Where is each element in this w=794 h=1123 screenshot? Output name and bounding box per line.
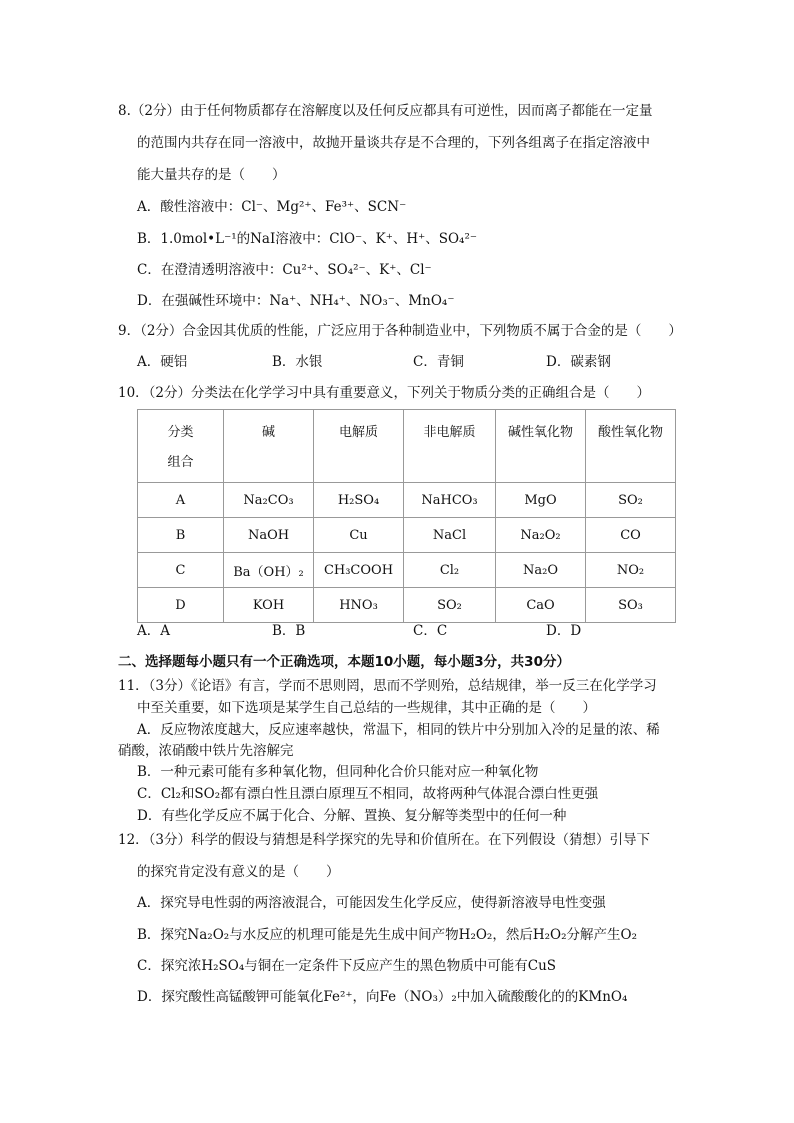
table-row: [138, 518, 676, 553]
q10-option-c: C．C: [413, 623, 448, 639]
q8-option-a: A．酸性溶液中：Cl⁻、Mg²⁺、Fe³⁺、SCN⁻: [137, 199, 407, 215]
table-cell: HNO₃: [314, 588, 404, 623]
table-cell: CH₃COOH: [314, 553, 404, 588]
q10-option-d: D．D: [546, 623, 582, 639]
table-cell: B: [138, 518, 224, 553]
header-electrolyte: 电解质: [314, 410, 404, 483]
section-heading: 二、选择题每小题只有一个正确选项，本题10小题，每小题3分，共30分）: [118, 654, 570, 670]
table-cell: Cl₂: [404, 553, 496, 588]
q11-option-d: D．有些化学反应不属于化合、分解、置换、复分解等类型中的任何一种: [137, 808, 567, 824]
table-row: [138, 483, 676, 518]
q8-stem-line2: 的范围内共存在同一溶液中，故抛开量谈共存是不合理的，下列各组离子在指定溶液中: [137, 135, 650, 151]
q11-stem-line2: 中至关重要，如下选项是某学生自己总结的一些规律，其中正确的是（ ）: [137, 700, 596, 716]
q8-option-b: B．1.0mol•L⁻¹的NaI溶液中：ClO⁻、K⁺、H⁺、SO₄²⁻: [137, 231, 478, 247]
q8-stem-line3: 能大量共存的是（ ）: [137, 167, 286, 183]
header-acidic-oxide: 酸性氧化物: [586, 410, 676, 483]
q12-option-d: D．探究酸性高锰酸钾可能氧化Fe²⁺，向Fe（NO₃）₂中加入硫酸酸化的的KMnO₄: [137, 989, 628, 1005]
table-cell: A: [138, 483, 224, 518]
q9-option-c: C．青铜: [413, 354, 464, 370]
header-base: 碱: [224, 410, 314, 483]
table-cell: Cu: [314, 518, 404, 553]
q12-option-c: C．探究浓H₂SO₄与铜在一定条件下反应产生的黑色物质中可能有CuS: [137, 958, 557, 974]
table-cell: D: [138, 588, 224, 623]
table-cell: Na₂O: [496, 553, 586, 588]
table-cell: NaHCO₃: [404, 483, 496, 518]
q11-option-b: B．一种元素可能有多种氧化物，但同种化合价只能对应一种氧化物: [137, 764, 539, 780]
q11-option-c: C．Cl₂和SO₂都有漂白性且漂白原理互不相同，故将两种气体混合漂白性更强: [137, 786, 599, 802]
q12-stem-line1: 12．（3分）科学的假设与猜想是科学探究的先导和价值所在。在下列假设（猜想）引导下: [118, 832, 651, 848]
q10-stem: 10．（2分）分类法在化学学习中具有重要意义，下列关于物质分类的正确组合是（ ）: [118, 385, 651, 401]
header-basic-oxide: 碱性氧化物: [496, 410, 586, 483]
q12-option-a: A．探究导电性弱的两溶液混合，可能因发生化学反应，使得新溶液导电性变强: [137, 895, 606, 911]
table-cell: NaCl: [404, 518, 496, 553]
q8-stem-line1: 8.（2分）由于任何物质都存在溶解度以及任何反应都具有可逆性，因而离子都能在一定量: [118, 103, 653, 119]
q12-stem-line2: 的探究肯定没有意义的是（ ）: [137, 864, 340, 880]
table-cell: Ba（OH）₂: [224, 553, 314, 588]
q11-stem-line1: 11．（3分）《论语》有言，学而不思则罔，思而不学则殆，总结规律，举一反三在化学学习: [118, 678, 657, 694]
table-cell: NaOH: [224, 518, 314, 553]
table-cell: SO₂: [404, 588, 496, 623]
q8-option-c: C．在澄清透明溶液中：Cu²⁺、SO₄²⁻、K⁺、Cl⁻: [137, 262, 432, 278]
table-cell: Na₂O₂: [496, 518, 586, 553]
header-nonelectrolyte: 非电解质: [404, 410, 496, 483]
q9-option-b: B．水银: [272, 354, 323, 370]
q10-option-b: B．B: [272, 623, 306, 639]
q12-option-b: B．探究Na₂O₂与水反应的机理可能是先生成中间产物H₂O₂，然后H₂O₂分解产生O₂: [137, 927, 637, 943]
q9-stem: 9．（2分）合金因其优质的性能，广泛应用于各种制造业中，下列物质不属于合金的是（ ）: [118, 323, 682, 339]
table-cell: NO₂: [586, 553, 676, 588]
table-header-row: [138, 410, 676, 483]
table-row: [138, 553, 676, 588]
q11-option-a-line1: A．反应物浓度越大，反应速率越快，常温下，相同的铁片中分别加入冷的足量的浓、稀: [137, 722, 660, 738]
q8-option-d: D．在强碱性环境中：Na⁺、NH₄⁺、NO₃⁻、MnO₄⁻: [137, 293, 455, 309]
table-cell: MgO: [496, 483, 586, 518]
table-cell: CaO: [496, 588, 586, 623]
table-cell: SO₂: [586, 483, 676, 518]
table-cell: H₂SO₄: [314, 483, 404, 518]
q9-option-d: D．碳素钢: [546, 354, 611, 370]
table-cell: C: [138, 553, 224, 588]
q11-option-a-line2: 硝酸，浓硝酸中铁片先溶解完: [118, 743, 294, 759]
classification-table: [137, 409, 676, 623]
table-cell: KOH: [224, 588, 314, 623]
table-cell: Na₂CO₃: [224, 483, 314, 518]
table-cell: SO₃: [586, 588, 676, 623]
q9-option-a: A．硬铝: [137, 354, 188, 370]
table-cell: CO: [586, 518, 676, 553]
header-category-combo: 分类 组合: [138, 410, 224, 483]
q10-option-a: A．A: [137, 623, 170, 639]
table-row: [138, 588, 676, 623]
